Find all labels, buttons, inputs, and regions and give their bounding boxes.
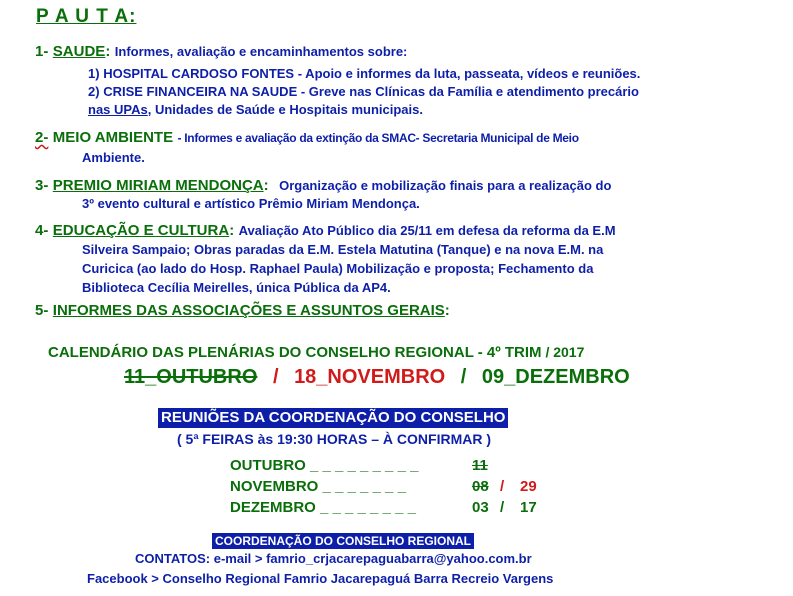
item-3-colon: : (263, 177, 269, 194)
item-1-text: Informes, avaliação e encaminhamentos sobre: (114, 44, 408, 59)
agenda-item-1 (35, 43, 407, 61)
footer-banner: COORDENAÇÃO DO CONSELHO REGIONAL (212, 533, 474, 549)
schedule-row-dezembro (230, 499, 560, 520)
item-2-heading: MEIO AMBIENTE (52, 129, 174, 146)
item-3-line-2: 3º evento cultural e artístico Prêmio Miriam Mendonça. (82, 196, 420, 211)
item-4-colon: : (229, 222, 235, 239)
sub-2-number: 2) (88, 84, 100, 99)
agenda-item-3 (35, 177, 611, 195)
calendar-title (48, 344, 584, 361)
schedule-month: OUTUBRO _ _ _ _ _ _ _ _ _ (230, 457, 419, 474)
meetings-schedule (230, 457, 560, 520)
schedule-month: NOVEMBRO _ _ _ _ _ _ _ (230, 478, 406, 495)
sub-2-rest: , Unidades de Saúde e Hospitais municipais. (147, 102, 423, 117)
sub-2-upas: nas UPAs (88, 102, 148, 117)
item-5-number: 5- (35, 302, 49, 319)
schedule-sep: / (500, 499, 505, 516)
schedule-row-outubro (230, 457, 560, 478)
item-3-number: 3- (35, 177, 49, 194)
footer-contacts: CONTATOS: e-mail > famrio_crjacarepaguabarra@yahoo.com.br (135, 551, 532, 566)
schedule-old-date: 11 (472, 457, 488, 474)
calendar-year: / 2017 (541, 344, 585, 360)
sub-1-text: HOSPITAL CARDOSO FONTES - Apoio e informes da luta, passeata, vídeos e reuniões. (103, 66, 641, 81)
calendar-dates (124, 366, 630, 389)
item-1-colon: : (105, 43, 111, 60)
calendar-title-text: CALENDÁRIO DAS PLENÁRIAS DO CONSELHO REGIONAL - 4º TRIM (48, 344, 542, 361)
date-sep-2: / (460, 366, 467, 388)
item-4-line-4: Biblioteca Cecília Meirelles, única Pública da AP4. (82, 280, 391, 295)
item-4-line-3: Curicica (ao lado do Hosp. Raphael Paula) Mobilização e proposta; Fechamento da (82, 261, 594, 276)
sub-1-number: 1) (88, 66, 100, 81)
agenda-item-2 (35, 129, 579, 147)
item-3-heading: PREMIO MIRIAM MENDONÇA (52, 177, 264, 194)
schedule-sep: / (500, 478, 505, 495)
schedule-month: DEZEMBRO _ _ _ _ _ _ _ _ (230, 499, 416, 516)
item-1-number: 1- (35, 43, 49, 60)
meetings-banner: REUNIÕES DA COORDENAÇÃO DO CONSELHO (158, 408, 508, 428)
title-text: P A U T A: (36, 6, 137, 27)
item-4-text: Avaliação Ato Público dia 25/11 em defesa da reforma da E.M (238, 223, 616, 238)
footer-facebook: Facebook > Conselho Regional Famrio Jacarepaguá Barra Recreio Vargens (87, 571, 554, 586)
schedule-new-date: 29 (520, 478, 537, 495)
item-4-number: 4- (35, 222, 49, 239)
sub-2-text: CRISE FINANCEIRA NA SAUDE - Greve nas Clínicas da Família e atendimento precário (103, 84, 639, 99)
agenda-item-5 (35, 302, 450, 320)
schedule-old-date: 08 (472, 478, 489, 495)
agenda-item-4 (35, 222, 616, 240)
item-4-line-2: Silveira Sampaio; Obras paradas da E.M. Estela Matutina (Tanque) e na nova E.M. na (82, 242, 604, 257)
item-1-sub-1 (88, 66, 640, 81)
item-1-sub-2-line-2 (88, 102, 423, 117)
item-5-heading: INFORMES DAS ASSOCIAÇÕES E ASSUNTOS GERAIS (52, 302, 445, 319)
item-1-heading: SAUDE (52, 43, 106, 60)
date-sep-1: / (272, 366, 279, 388)
item-2-number: 2- (35, 129, 49, 146)
date-2: 18_NOVEMBRO (294, 366, 446, 388)
date-3: 09_DEZEMBRO (481, 366, 630, 388)
meetings-subtitle: ( 5ª FEIRAS às 19:30 HORAS – À CONFIRMAR ) (177, 431, 492, 447)
date-1: 11_OUTUBRO (124, 366, 258, 388)
item-2-text: - Informes e avaliação da extinção da SMAC- Secretaria Municipal de Meio (177, 131, 579, 145)
item-4-heading: EDUCAÇÃO E CULTURA (52, 222, 230, 239)
item-5-colon: : (444, 302, 450, 319)
schedule-old-date: 03 (472, 499, 489, 516)
item-3-text: Organização e mobilização finais para a realização do (279, 178, 612, 193)
schedule-new-date: 17 (520, 499, 537, 516)
schedule-row-novembro (230, 478, 560, 499)
page-title (36, 6, 136, 28)
item-1-sub-2 (88, 84, 639, 99)
item-2-line-2: Ambiente. (82, 150, 145, 165)
